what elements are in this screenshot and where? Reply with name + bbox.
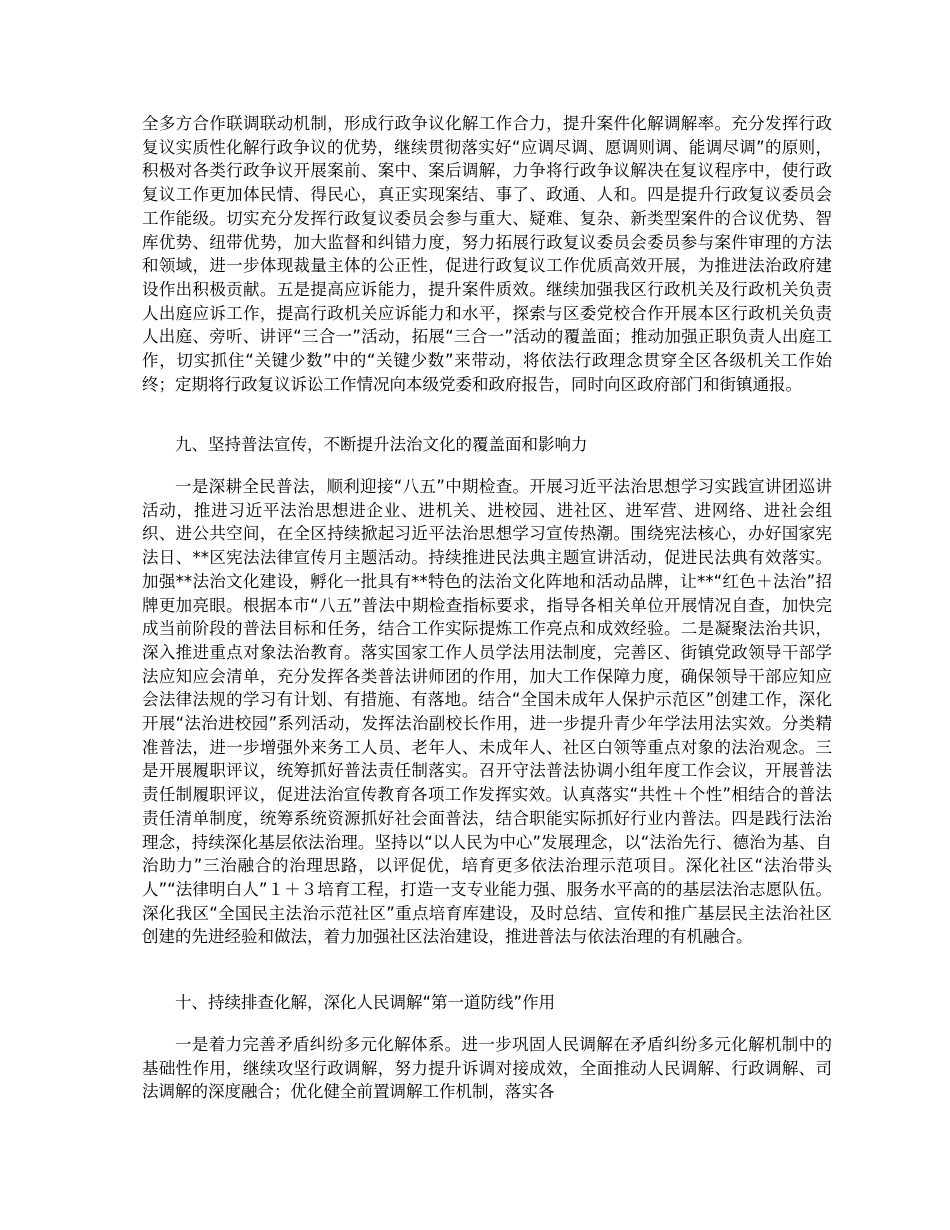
paragraph-administrative-review: 全多方合作联调联动机制，形成行政争议化解工作合力，提升案件化解调解率。充分发挥行政复议实质性化解行政争议的优势，继续贯彻落实好“应调尽调、愿调则调、能调尽调”的原则，积极对各类行政争议开展案前、案中、案后调解，力争将行政争议解决在复议程序中，使行政复议工作更加体民情、得民心，真正实现案结、事了、政通、人和。四是提升行政复议委员会工作能级。切实充分发挥行政复议委员会参与重大、疑难、复杂、新类型案件的合议优势、智库优势、纽带优势，加大监督和纠错力度，努力拓展行政复议委员会委员参与案件审理的方法和领域，进一步体现裁量主体的公正性，促进行政复议工作优质高效开展，为推进法治政府建设作出积极贡献。五是提高应诉能力，提升案件质效。继续加强我区行政机关及行政机关负责人出庭应诉工作，提高行政机关应诉能力和水平，探索与区委党校合作开展本区行政机关负责人出庭、旁听、讲评“三合一”活动，拓展“三合一”活动的覆盖面；推动加强正职负责人出庭工作，切实抓住“关键少数”中的“关键少数”来带动，将依法行政理念贯穿全区各级机关工作始终；定期将行政复议诉讼工作情况向本级党委和政府报告，同时向区政府部门和街镇通报。 [142, 114, 832, 394]
section-heading-nine: 九、坚持普法宣传，不断提升法治文化的覆盖面和影响力 [175, 435, 588, 454]
paragraph-mediation: 一是着力完善矛盾纠纷多元化解体系。进一步巩固人民调解在矛盾纠纷多元化解机制中的基础性作用，继续攻坚行政调解，努力提升诉调对接成效，全面推动人民调解、行政调解、司法调解的深度融合；优化健全前置调解工作机制，落实各 [142, 1035, 832, 1102]
section-heading-ten: 十、持续排查化解，深化人民调解“第一道防线”作用 [175, 993, 556, 1012]
paragraph-legal-education: 一是深耕全民普法，顺利迎接“八五”中期检查。开展习近平法治思想学习实践宣讲团巡讲活动，推进习近平法治思想进企业、进机关、进校园、进社区、进军营、进网络、进社会组织、进公共空间，在全区持续掀起习近平法治思想学习宣传热潮。围绕宪法核心，办好国家宪法日、**区宪法法律宣传月主题活动。持续推进民法典主题宣讲活动，促进民法典有效落实。加强**法治文化建设，孵化一批具有**特色的法治文化阵地和活动品牌，让**“红色＋法治”招牌更加亮眼。根据本市“八五”普法中期检查指标要求，指导各相关单位开展情况自查，加快完成当前阶段的普法目标和任务，结合工作实际提炼工作亮点和成效经验。二是凝聚法治共识，深入推进重点对象法治教育。落实国家工作人员学法用法制度，完善区、街镇党政领导干部学法应知应会清单，充分发挥各类普法讲师团的作用，加大工作保障力度，确保领导干部应知应会法律法规的学习有计划、有措施、有落地。结合“全国未成年人保护示范区”创建工作，深化开展“法治进校园”系列活动，发挥法治副校长作用，进一步提升青少年学法用法实效。分类精准普法，进一步增强外来务工人员、老年人、未成年人、社区白领等重点对象的法治观念。三是开展履职评议，统筹抓好普法责任制落实。召开守法普法协调小组年度工作会议，开展普法责任制履职评议，促进法治宣传教育各项工作发挥实效。认真落实“共性＋个性”相结合的普法责任清单制度，统筹系统资源抓好社会面普法，结合职能实际抓好行业内普法。四是践行法治理念，持续深化基层依法治理。坚持以“以人民为中心”发展理念，以“法治先行、德治为基、自治助力”三治融合的治理思路，以评促优，培育更多依法治理示范项目。深化社区“法治带头人”“法律明白人”１＋３培育工程，打造一支专业能力强、服务水平高的的基层法治志愿队伍。深化我区“全国民主法治示范社区”重点培育库建设，及时总结、宣传和推广基层民主法治社区创建的先进经验和做法，着力加强社区法治建设，推进普法与依法治理的有机融合。 [142, 477, 832, 947]
